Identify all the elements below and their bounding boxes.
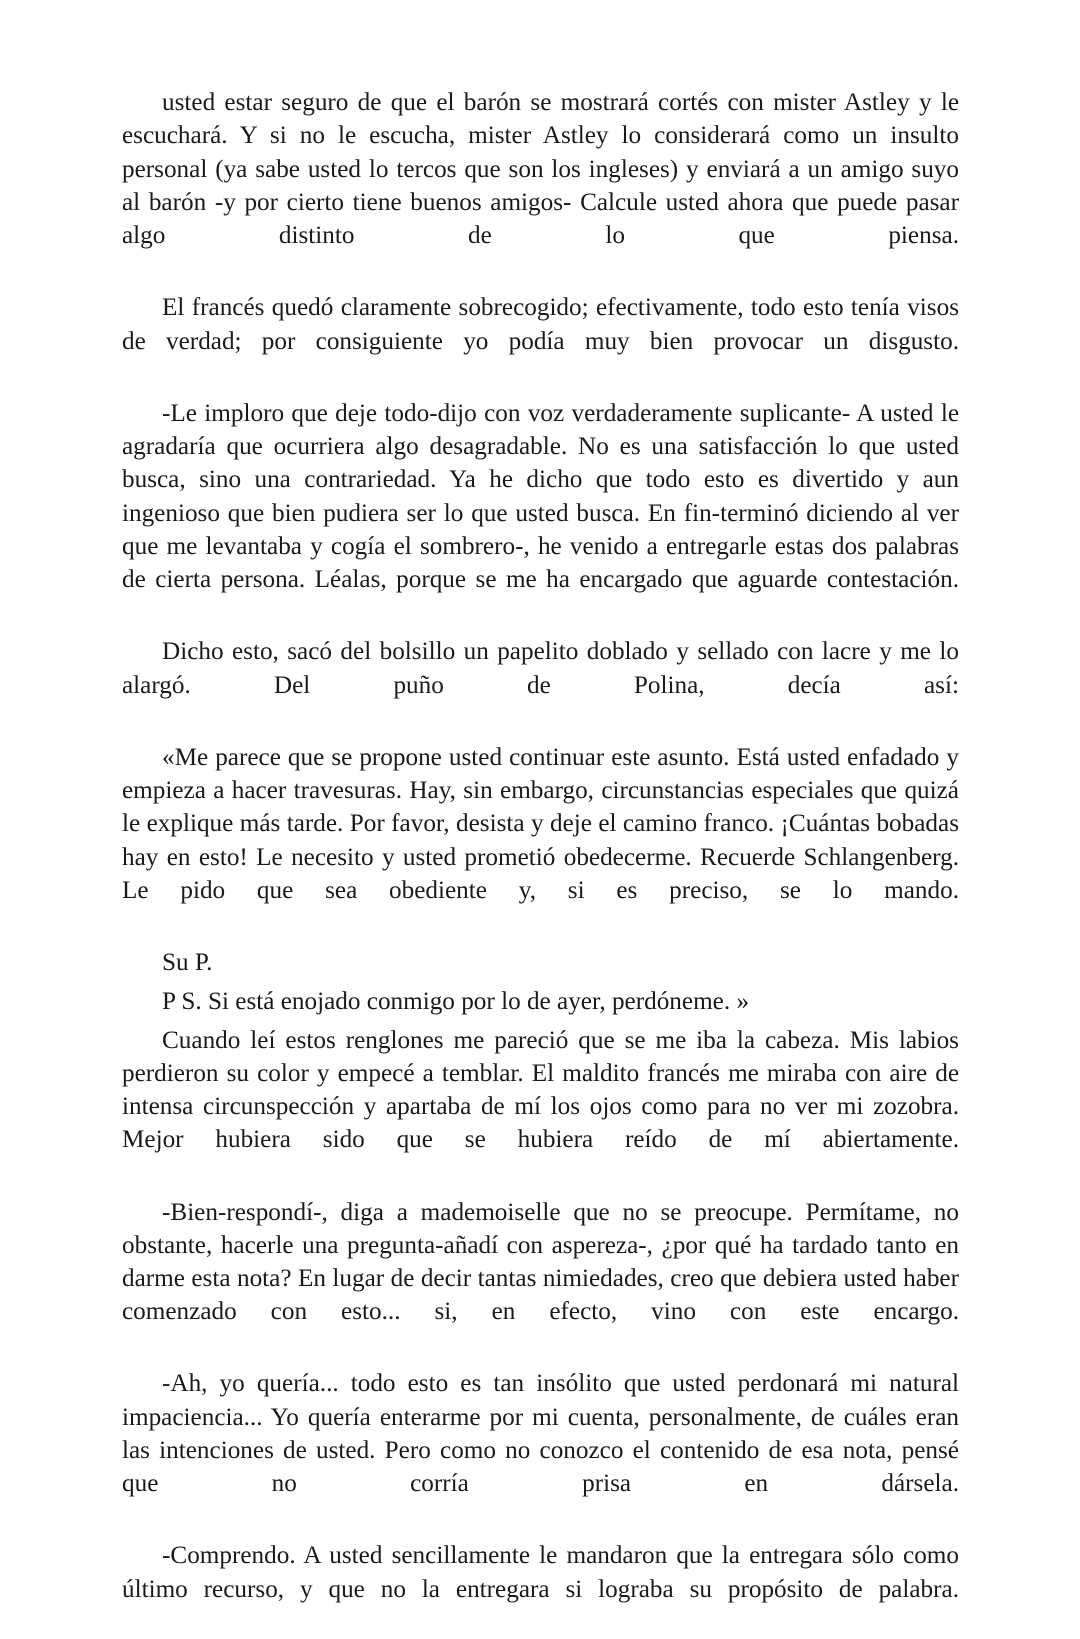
- paragraph: Dicho esto, sacó del bolsillo un papelito doblado y sellado con lacre y me lo alargó. Del puño de Polina, decía así:: [122, 638, 959, 699]
- paragraph-letter-quote: «Me parece que se propone usted continuar este asunto. Está usted enfadado y empieza a hacer travesuras. Hay, sin embargo, circunstancias especiales que quizá le explique más tarde. Por favor, desista y deje el camino franco. ¡Cuántas bobadas hay en esto! Le necesito y usted prometió obedecerme. Recuerde Schlangenberg. Le pido que sea obediente y, si es preciso, se lo mando.: [122, 743, 959, 904]
- paragraph: usted estar seguro de que el barón se mostrará cortés con mister Astley y le escuchará. Y si no le escucha, mister Astley lo considerará como un insulto personal (ya sabe usted lo tercos que son los ingleses) y enviará a un amigo suyo al barón -y por cierto tiene buenos amigos- Calcule usted ahora que puede pasar algo distinto de lo que piensa.: [122, 89, 959, 250]
- paragraph: -Bien-respondí-, diga a mademoiselle que no se preocupe. Permítame, no obstante, hacerle una pregunta-añadí con aspereza-, ¿por qué ha tardado tanto en darme esta nota? En lugar de decir tantas nimiedades, creo que debiera usted haber comenzado con esto... si, en efecto, vino con este encargo.: [122, 1198, 959, 1326]
- paragraph-postscript: P S. Si está enojado conmigo por lo de ayer, perdóneme. »: [162, 987, 750, 1015]
- paragraph: Cuando leí estos renglones me pareció que se me iba la cabeza. Mis labios perdieron su color y empecé a temblar. El maldito francés me miraba con aire de intensa circunspección y apartaba de mí los ojos como para no ver mi zozobra. Mejor hubiera sido que se hubiera reído de mí abiertamente.: [122, 1026, 959, 1154]
- paragraph: -Ah, yo quería... todo esto es tan insólito que usted perdonará mi natural impaciencia... Yo quería enterarme por mi cuenta, personalmente, de cuáles eran las intenciones de usted. Pero como no conozco el contenido de esa nota, pensé que no corría prisa en dársela.: [122, 1370, 959, 1498]
- body-text-block: [122, 86, 959, 1639]
- paragraph-signature: Su P.: [162, 948, 213, 976]
- paragraph: -Comprendo. A usted sencillamente le mandaron que la entregara sólo como último recurso, y que no la entregara si lograba su propósito de palabra.: [122, 1542, 959, 1603]
- paragraph: -Le imploro que deje todo-dijo con voz verdaderamente suplicante- A usted le agradaría que ocurriera algo desagradable. No es una satisfacción lo que usted busca, sino una contrariedad. Ya he dicho que todo esto es divertido y aun ingenioso que bien pudiera ser lo que usted busca. En fin-terminó diciendo al ver que me levantaba y cogía el sombrero-, he venido a entregarle estas dos palabras de cierta persona. Léalas, porque se me ha encargado que aguarde contestación.: [122, 399, 959, 594]
- paragraph: El francés quedó claramente sobrecogido; efectivamente, todo esto tenía visos de verdad; por consiguiente yo podía muy bien provocar un disgusto.: [122, 294, 959, 355]
